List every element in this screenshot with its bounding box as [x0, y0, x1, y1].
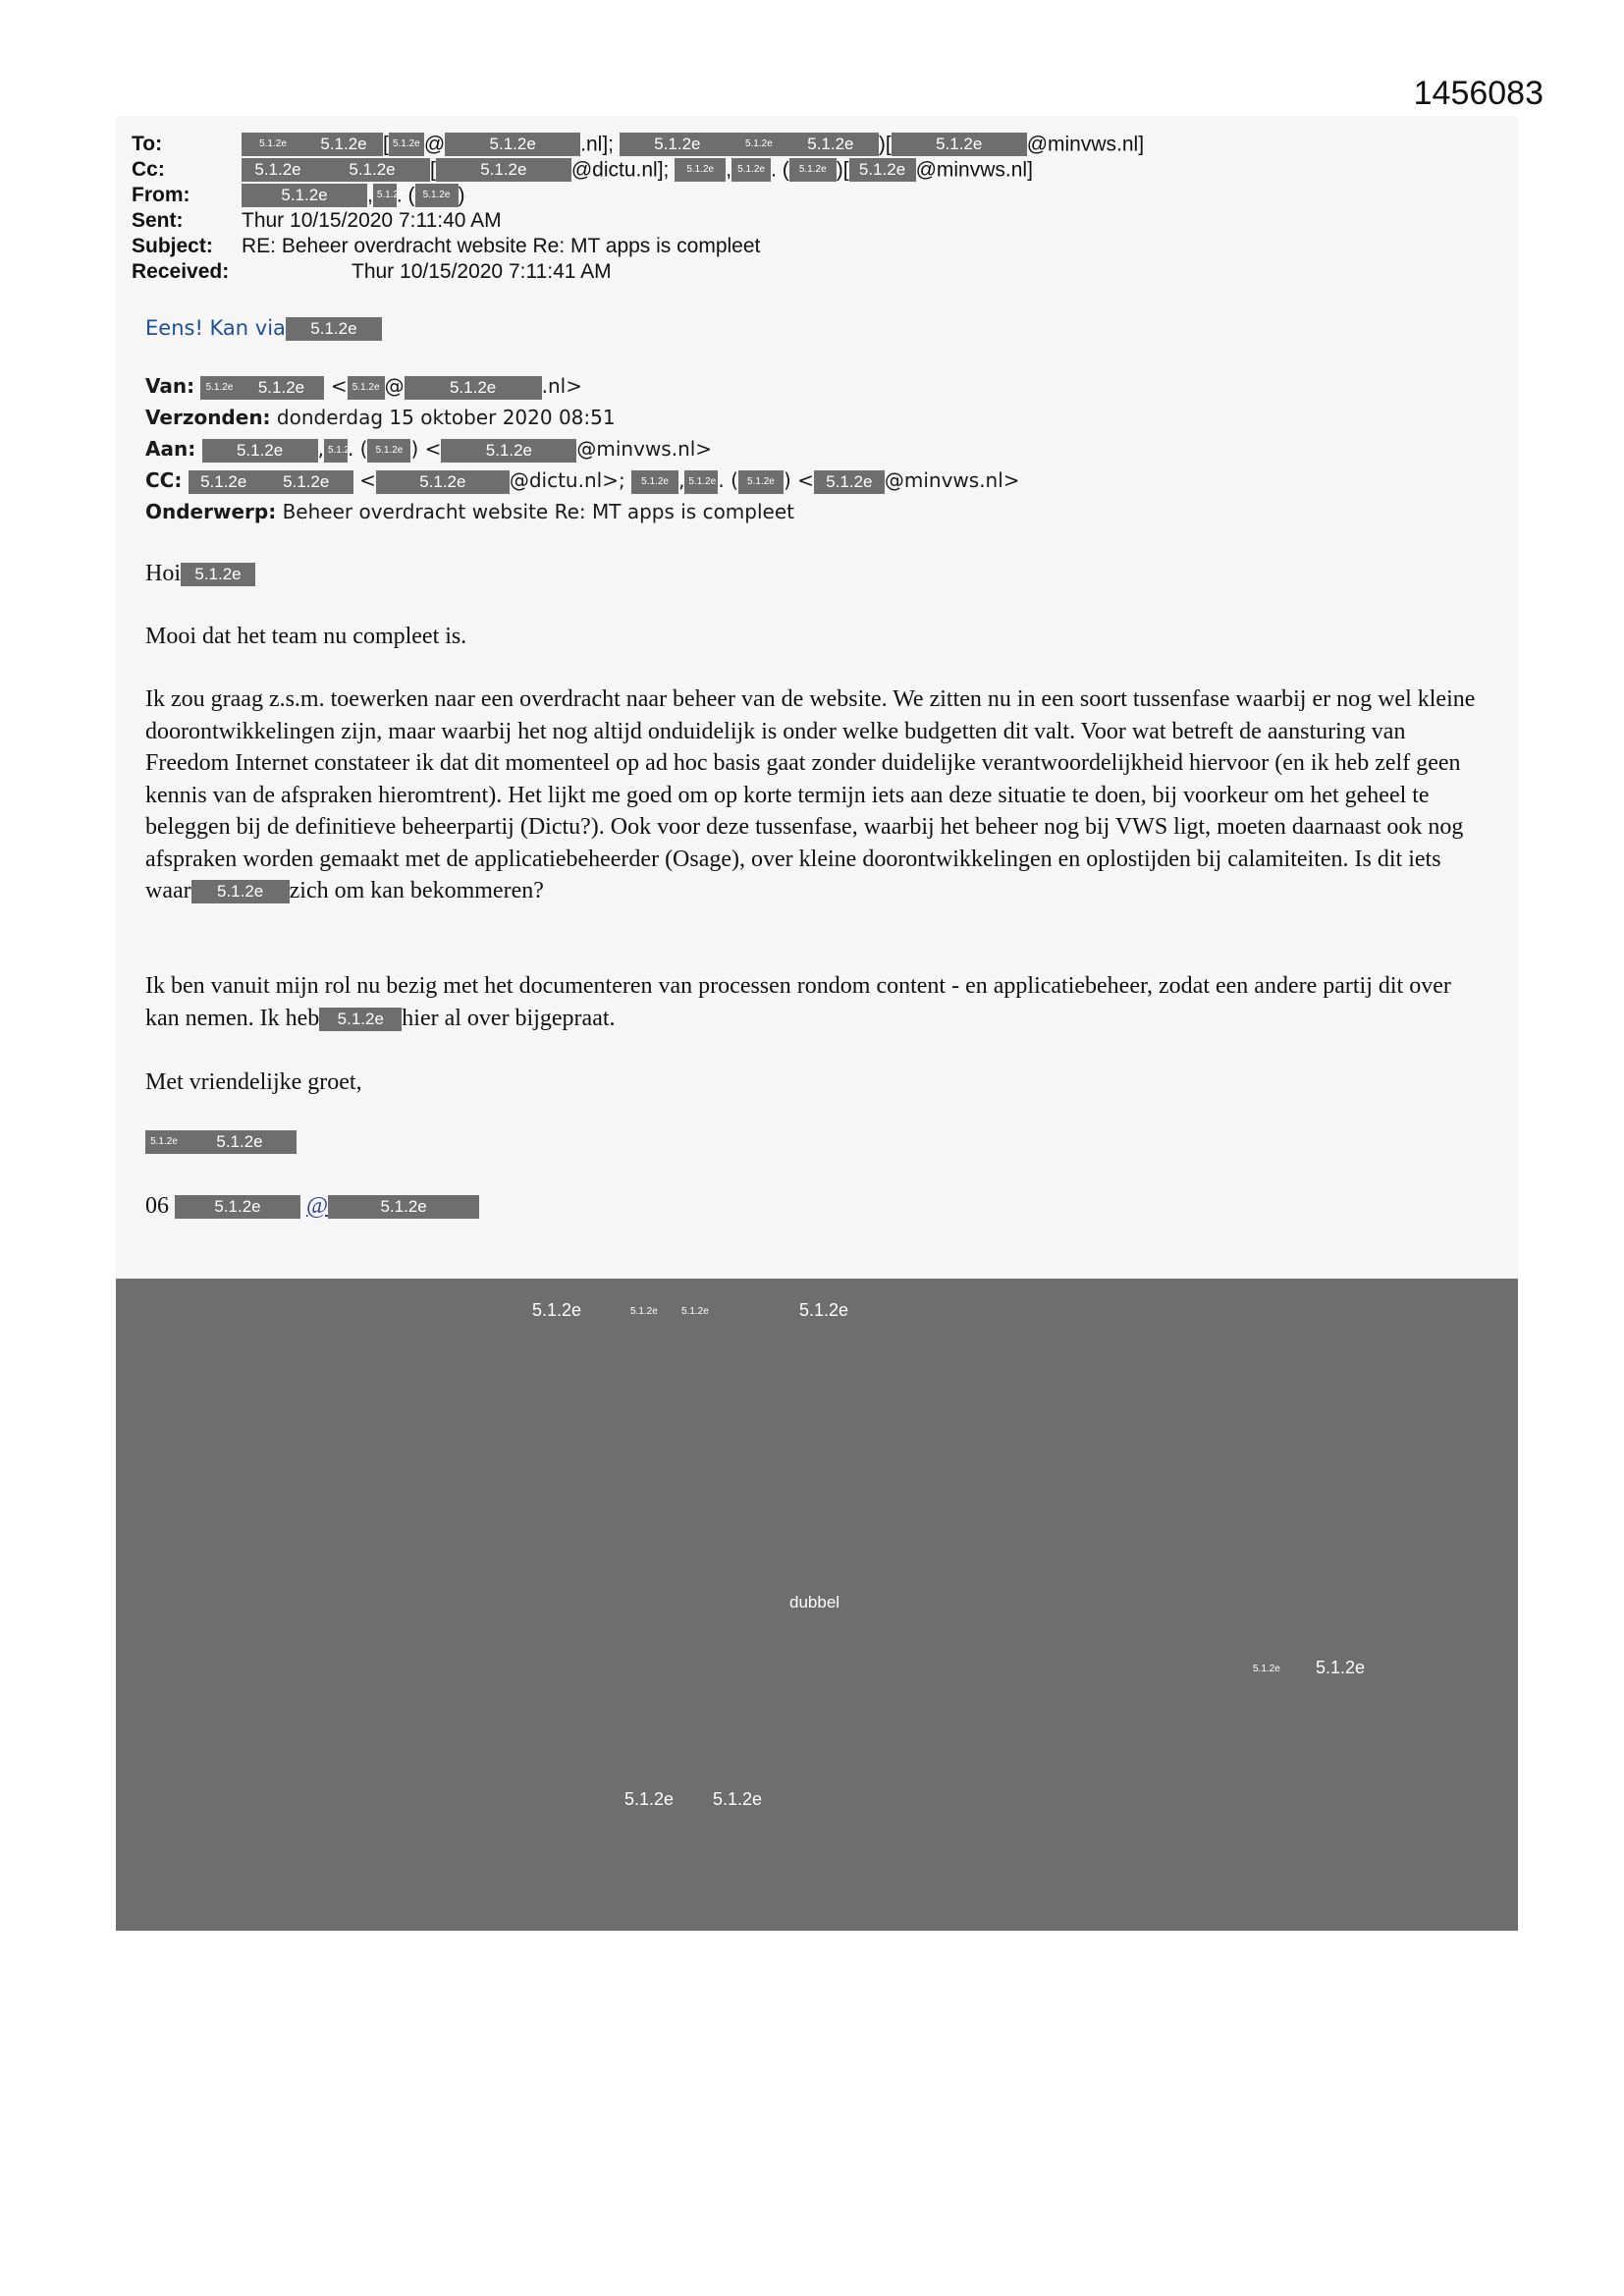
header-cc-line — [132, 157, 1033, 183]
redaction: 5.1.2e — [814, 470, 885, 494]
aan-fragment: . ( — [347, 437, 368, 461]
redaction: 5.1.2e — [286, 317, 382, 341]
to-fragment: [ — [383, 133, 389, 156]
cc-fragment: @dictu.nl>; — [509, 468, 625, 492]
redaction: 5.1.2e — [304, 133, 383, 156]
from-fragment: , — [367, 184, 373, 207]
from-fragment: . ( — [396, 184, 415, 207]
original-cc-line — [145, 465, 1020, 495]
received-value: Thur 10/15/2020 7:11:41 AM — [352, 260, 612, 283]
redaction: 5.1.2e — [405, 376, 542, 400]
redaction: 5.1.2e — [684, 470, 718, 494]
original-aan-line — [145, 434, 712, 464]
verzonden-value: donderdag 15 oktober 2020 08:51 — [276, 406, 616, 429]
redaction-label: 5.1.2e — [1253, 1664, 1280, 1674]
aan-fragment: ) < — [410, 437, 442, 461]
cc-fragment: ) < — [783, 468, 814, 492]
redaction: 5.1.2e — [731, 158, 771, 182]
redaction: 5.1.2e — [202, 439, 318, 463]
redaction: 5.1.2e — [348, 376, 385, 400]
redaction: 5.1.2e — [445, 133, 580, 156]
redaction: 5.1.2e — [738, 470, 784, 494]
cc-fragment: , — [678, 468, 685, 492]
redaction: 5.1.2e — [415, 184, 459, 207]
redaction: 5.1.2e — [849, 158, 916, 182]
redaction: 5.1.2e — [189, 470, 259, 494]
redaction-label: 5.1.2e — [630, 1306, 658, 1317]
redaction: 5.1.2e — [675, 158, 726, 182]
header-subject-line — [132, 234, 760, 259]
paragraph-2 — [145, 683, 1490, 907]
cc-fragment: @dictu.nl]; — [570, 158, 670, 182]
redaction: 5.1.2e — [314, 158, 430, 182]
van-fragment: .nl> — [541, 374, 582, 398]
original-verzonden-line — [145, 403, 616, 432]
aan-label: Aan: — [145, 437, 196, 461]
van-label: Van: — [145, 374, 195, 398]
paragraph-3 — [145, 970, 1490, 1034]
sent-value: Thur 10/15/2020 7:11:40 AM — [242, 209, 502, 232]
van-fragment: < — [330, 374, 348, 398]
sent-label: Sent: — [132, 209, 184, 232]
redaction-label: 5.1.2e — [624, 1789, 675, 1809]
received-label: Received: — [132, 260, 230, 283]
to-fragment: .nl]; — [580, 133, 615, 156]
subject-label: Subject: — [132, 235, 213, 257]
to-fragment: )[ — [878, 133, 892, 156]
header-sent-line — [132, 208, 502, 234]
redaction: 5.1.2e — [441, 439, 576, 463]
email-link[interactable]: @ — [306, 1193, 329, 1219]
header-to-line — [132, 132, 1144, 157]
dubbel-label: dubbel — [789, 1593, 840, 1612]
subject-value: RE: Beheer overdracht website Re: MT apps is compleet — [242, 235, 761, 257]
verzonden-label: Verzonden: — [145, 406, 271, 429]
redaction: 5.1.2e — [238, 376, 324, 400]
redaction: 5.1.2e — [631, 470, 678, 494]
redaction-label: 5.1.2e — [713, 1789, 763, 1809]
redaction: 5.1.2e — [367, 439, 410, 463]
from-label: From: — [132, 184, 190, 206]
paragraph-2-text: zich om kan bekommeren? — [289, 878, 544, 903]
onderwerp-value: Beheer overdracht website Re: MT apps is compleet — [282, 500, 794, 523]
header-received-line — [132, 259, 612, 285]
redaction: 5.1.2e — [242, 184, 367, 207]
cc-fragment: )[ — [836, 158, 849, 182]
cc-label: Cc: — [132, 158, 165, 181]
redaction: 5.1.2e — [145, 1130, 183, 1154]
paragraph-1: Mooi dat het team nu compleet is. — [145, 624, 467, 649]
redaction: 5.1.2e — [620, 133, 735, 156]
header-from-line — [132, 183, 465, 208]
redaction: 5.1.2e — [783, 133, 879, 156]
redacted-duplicate-box — [116, 1279, 1518, 1931]
redaction: 5.1.2e — [324, 439, 348, 463]
to-fragment: @ — [423, 133, 446, 156]
signature-name — [145, 1125, 1490, 1158]
redaction-label: 5.1.2e — [532, 1300, 582, 1320]
to-fragment: @minvws.nl] — [1026, 133, 1145, 156]
van-fragment: @ — [384, 374, 405, 398]
redaction: 5.1.2e — [328, 1195, 479, 1219]
redaction: 5.1.2e — [436, 158, 571, 182]
greeting: Hoi — [145, 561, 181, 586]
signature-contact — [145, 1190, 1490, 1223]
greeting-line — [145, 558, 1490, 590]
cc-fragment: , — [726, 158, 732, 182]
paragraph-3-text: hier al over bijgepraat. — [402, 1005, 616, 1031]
closing-line: Met vriendelijke groet, — [145, 1069, 362, 1095]
to-label: To: — [132, 133, 163, 155]
from-fragment: ) — [458, 184, 465, 207]
original-van-line — [145, 371, 582, 401]
redaction: 5.1.2e — [191, 880, 290, 903]
reply-text-content: Eens! Kan via — [145, 316, 286, 340]
redaction: 5.1.2e — [175, 1195, 300, 1219]
cc-fragment: [ — [430, 158, 436, 182]
cc-fragment: < — [359, 468, 376, 492]
onderwerp-label: Onderwerp: — [145, 500, 277, 523]
redaction-label: 5.1.2e — [799, 1300, 849, 1320]
redaction: 5.1.2e — [319, 1008, 402, 1031]
redaction: 5.1.2e — [373, 184, 397, 207]
cc-label: CC: — [145, 468, 183, 492]
aan-fragment: , — [317, 437, 324, 461]
redaction: 5.1.2e — [389, 133, 424, 156]
paragraph-3-text: Ik ben vanuit mijn rol nu bezig met het documenteren van processen rondom content - en applicatiebeheer, zodat een andere partij dit over kan nemen. Ik heb — [145, 973, 1451, 1031]
redaction: 5.1.2e — [242, 133, 304, 156]
document-number: 1456083 — [1413, 75, 1543, 112]
paragraph-2-text: Ik zou graag z.s.m. toewerken naar een overdracht naar beheer van de website. We zitten nu in een soort tussenfase waarbij er nog wel kleine doorontwikkelingen zijn, maar waarbij het nog altijd onduidelijk is onder welke budgetten dit valt. Voor wat betreft de aansturing van Freedom Internet constateer ik dat dit momenteel op ad hoc basis gaat zonder duidelijke verantwoordelijkheid hiervoor (en ik heb zelf geen kennis van de afspraken hieromtrent). Het lijkt me goed om op korte termijn iets aan deze situatie te doen, bij voorkeur om het geheel te beleggen bij de definitieve beheerpartij (Dictu?). Ook voor deze tussenfase, waarbij het beheer nog bij VWS ligt, moeten daarnaast ook nog afspraken worden gemaakt met de applicatiebeheerder (Osage), over kleine doorontwikkelingen en oplostijden bij calamiteiten. Is dit iets waar — [145, 686, 1476, 903]
redaction: 5.1.2e — [376, 470, 510, 494]
cc-fragment: @minvws.nl] — [915, 158, 1033, 182]
original-onderwerp-line — [145, 497, 794, 526]
reply-text — [145, 312, 382, 344]
redaction: 5.1.2e — [181, 563, 255, 586]
redaction: 5.1.2e — [259, 470, 353, 494]
redaction-label: 5.1.2e — [1316, 1658, 1366, 1677]
aan-fragment: @minvws.nl> — [576, 437, 713, 461]
phone-prefix: 06 — [145, 1193, 169, 1219]
redaction: 5.1.2e — [183, 1130, 297, 1154]
cc-fragment: . ( — [771, 158, 789, 182]
redaction: 5.1.2e — [892, 133, 1027, 156]
redaction: 5.1.2e — [735, 133, 783, 156]
cc-fragment: @minvws.nl> — [884, 468, 1020, 492]
redaction: 5.1.2e — [789, 158, 837, 182]
redaction-label: 5.1.2e — [681, 1306, 709, 1317]
cc-fragment: . ( — [718, 468, 738, 492]
redaction: 5.1.2e — [200, 376, 238, 400]
redaction: 5.1.2e — [242, 158, 314, 182]
